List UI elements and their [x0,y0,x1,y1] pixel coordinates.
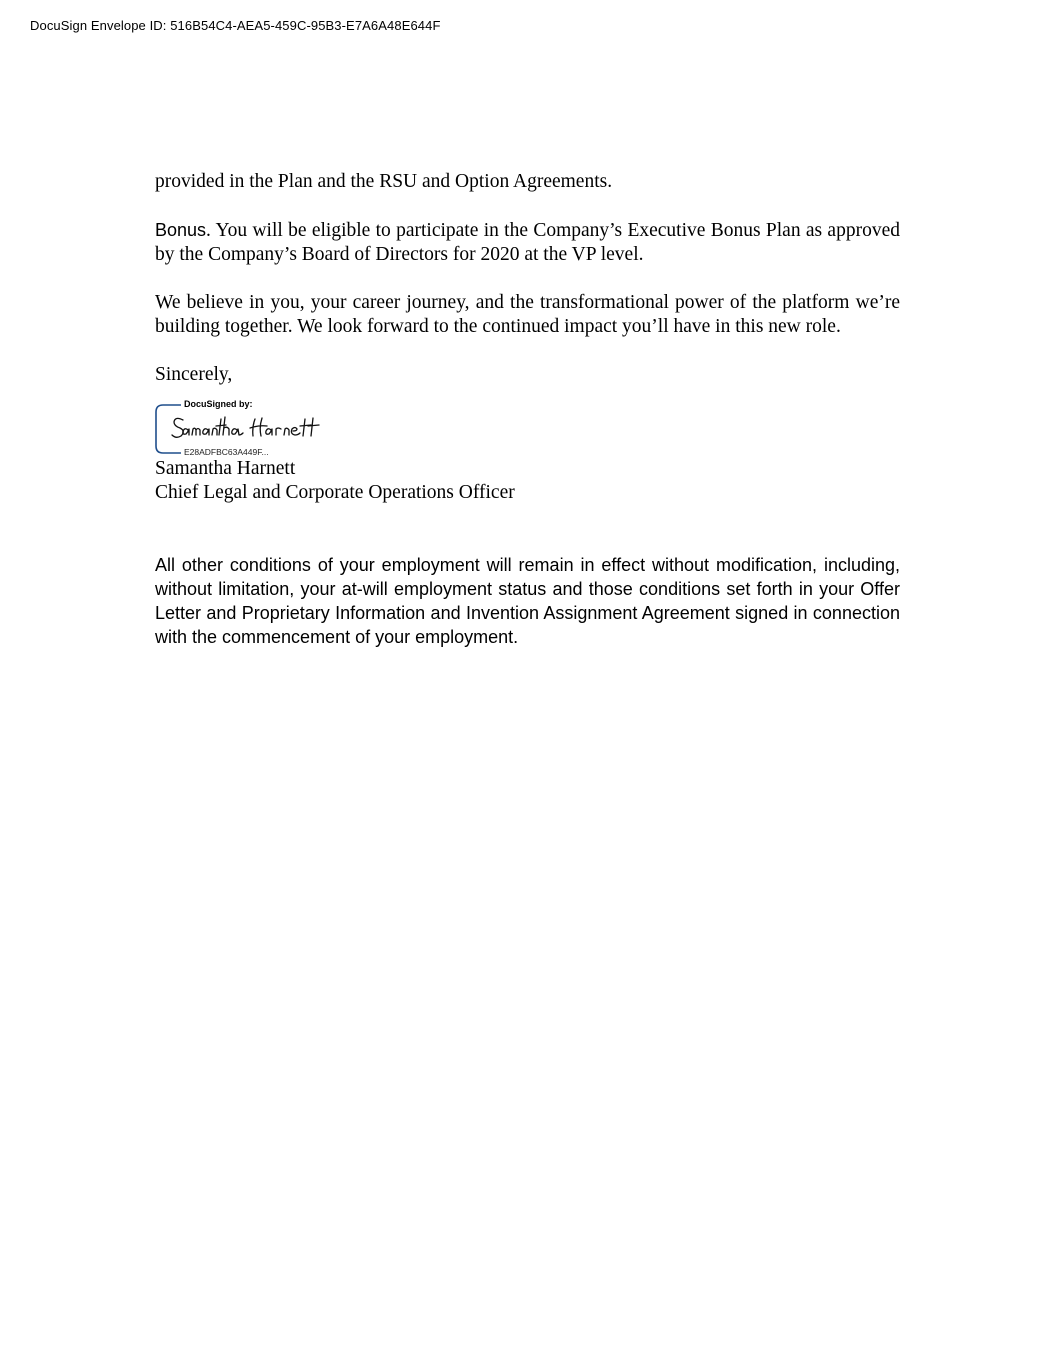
bonus-paragraph [155,218,900,267]
belief-paragraph: We believe in you, your career journey, and the transformational power of the platform we’re building together. We look forward to the continued impact you’ll have in this new role. [155,292,900,337]
signature-id: E28ADFBC63A449F... [184,447,269,457]
bonus-heading: Bonus [155,220,207,240]
docusign-envelope-id: DocuSign Envelope ID: 516B54C4-AEA5-459C-95B3-E7A6A48E644F [30,18,441,33]
bonus-text: . You will be eligible to participate in the Company’s Executive Bonus Plan as approved by the Company’s Board of Directors for 2020 at the VP level. [155,220,900,265]
plan-agreements-paragraph: provided in the Plan and the RSU and Option Agreements. [155,171,613,192]
signer-title: Chief Legal and Corporate Operations Officer [155,482,515,503]
letter-body [155,170,900,667]
docusigned-by-label: DocuSigned by: [184,399,253,409]
handwritten-signature [172,417,319,437]
closing-salutation: Sincerely, [155,364,233,385]
docusign-signature-block [155,399,355,457]
employment-conditions-note: All other conditions of your employment will remain in effect without modification, including, without limitation, your at-will employment status and those conditions set forth in your Offer Letter and Proprietary Information and Invention Assignment Agreement signed in connection with the commencement of your employment. [155,555,900,647]
signer-name: Samantha Harnett [155,458,296,479]
